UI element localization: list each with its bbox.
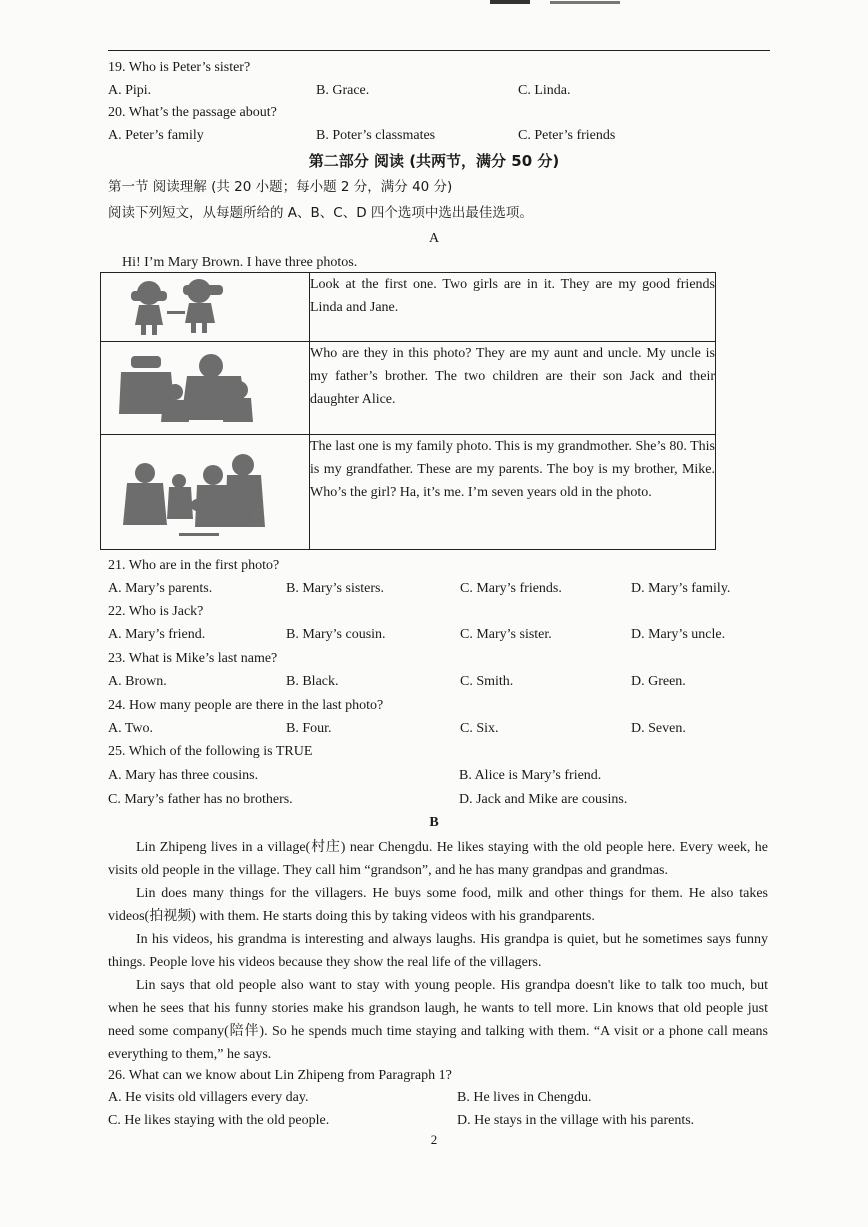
photo-row-3 [101, 435, 716, 550]
page-number: 2 [430, 1132, 438, 1147]
part-title: 第二部分 阅读 (共两节，满分 50 分) [308, 152, 560, 170]
section-subtitle: 第一节 阅读理解 (共 20 小题；每小题 2 分，满分 40 分) [108, 179, 453, 195]
passage-b-label: B [429, 815, 439, 830]
question-21: 21. Who are in the first photo? [108, 558, 280, 573]
option-25d: D. Jack and Mike are cousins. [459, 792, 628, 807]
passage-b-paragraph-2 [108, 882, 768, 928]
paragraph-4-text: Lin says that old people also want to stay with young people. His grandpa doesn't like to talk too much, but when he sees that his funny stories make his grandson laugh, he wants to tell more. Lin knows that old people just need some company(陪伴). So he spends much time staying and talking with them. “A visit or a phone call means everything to them,” he says. [108, 978, 768, 1062]
option-23a: A. Brown. [108, 674, 167, 689]
option-19b: B. Grace. [316, 83, 370, 98]
aunt-uncle-children-image [101, 342, 309, 434]
two-girls-image [101, 273, 309, 341]
option-22a: A. Mary’s friend. [108, 627, 206, 642]
option-26d: D. He stays in the village with his parents. [457, 1113, 695, 1128]
option-20c: C. Peter’s friends [518, 128, 616, 143]
passage-a-intro: Hi! I’m Mary Brown. I have three photos. [122, 255, 358, 270]
photo-row-1 [101, 273, 716, 342]
question-20: 20. What’s the passage about? [108, 105, 277, 120]
question-26: 26. What can we know about Lin Zhipeng from Paragraph 1? [108, 1068, 452, 1083]
passage-b-paragraph-4 [108, 974, 768, 1066]
option-25b: B. Alice is Mary’s friend. [459, 768, 602, 783]
scanned-header-fragment [490, 0, 640, 6]
paragraph-1-text: Lin Zhipeng lives in a village(村庄) near Chengdu. He likes staying with the old people here. Every week, he visits old people in the village. They call him “grandson”, and he has many grandpas and grandmas. [108, 840, 768, 878]
question-25: 25. Which of the following is TRUE [108, 744, 313, 759]
option-24c: C. Six. [460, 721, 499, 736]
family-photo-image [101, 435, 309, 549]
photo-row-2 [101, 342, 716, 435]
option-24a: A. Two. [108, 721, 154, 736]
option-26b: B. He lives in Chengdu. [457, 1090, 592, 1105]
header-rule [108, 50, 770, 51]
option-23d: D. Green. [631, 674, 686, 689]
photo-1-caption: Look at the first one. Two girls are in it. They are my good friends Linda and Jane. [310, 273, 716, 342]
option-19c: C. Linda. [518, 83, 571, 98]
option-21d: D. Mary’s family. [631, 581, 731, 596]
option-23b: B. Black. [286, 674, 339, 689]
photo-2-caption: Who are they in this photo? They are my aunt and uncle. My uncle is my father’s brother. The two children are their son Jack and their daughter Alice. [310, 342, 716, 435]
question-24: 24. How many people are there in the last photo? [108, 698, 384, 713]
option-24d: D. Seven. [631, 721, 686, 736]
passage-b-paragraph-1 [108, 836, 768, 882]
option-22b: B. Mary’s cousin. [286, 627, 386, 642]
option-26a: A. He visits old villagers every day. [108, 1090, 309, 1105]
photo-1 [101, 273, 310, 342]
option-26c: C. He likes staying with the old people. [108, 1113, 330, 1128]
option-25a: A. Mary has three cousins. [108, 768, 259, 783]
option-22c: C. Mary’s sister. [460, 627, 552, 642]
option-25c: C. Mary’s father has no brothers. [108, 792, 293, 807]
paragraph-2-text: Lin does many things for the villagers. He buys some food, milk and other things for them. He also takes videos(拍视频) with them. He starts doing this by taking videos with his grandparents. [108, 886, 768, 924]
photo-3 [101, 435, 310, 550]
question-22: 22. Who is Jack? [108, 604, 204, 619]
option-21c: C. Mary’s friends. [460, 581, 562, 596]
paragraph-3-text: In his videos, his grandma is interesting and always laughs. His grandpa is quiet, but he sometimes says funny things. People love his videos because they show the real life of the villagers. [108, 932, 768, 970]
option-24b: B. Four. [286, 721, 332, 736]
question-23: 23. What is Mike’s last name? [108, 651, 278, 666]
option-19a: A. Pipi. [108, 83, 152, 98]
photo-table [100, 272, 716, 550]
instruction-text: 阅读下列短文，从每题所给的 A、B、C、D 四个选项中选出最佳选项。 [108, 205, 533, 221]
option-20b: B. Poter’s classmates [316, 128, 436, 143]
option-22d: D. Mary’s uncle. [631, 627, 726, 642]
photo-2 [101, 342, 310, 435]
option-20a: A. Peter’s family [108, 128, 204, 143]
question-19: 19. Who is Peter’s sister? [108, 60, 251, 75]
passage-b-paragraph-3 [108, 928, 768, 974]
option-21a: A. Mary’s parents. [108, 581, 213, 596]
option-21b: B. Mary’s sisters. [286, 581, 384, 596]
option-23c: C. Smith. [460, 674, 514, 689]
passage-a-label: A [428, 231, 440, 246]
photo-3-caption: The last one is my family photo. This is my grandmother. She’s 80. This is my grandfather. These are my parents. The boy is my brother, Mike. Who’s the girl? Ha, it’s me. I’m seven years old in the photo. [310, 435, 716, 550]
